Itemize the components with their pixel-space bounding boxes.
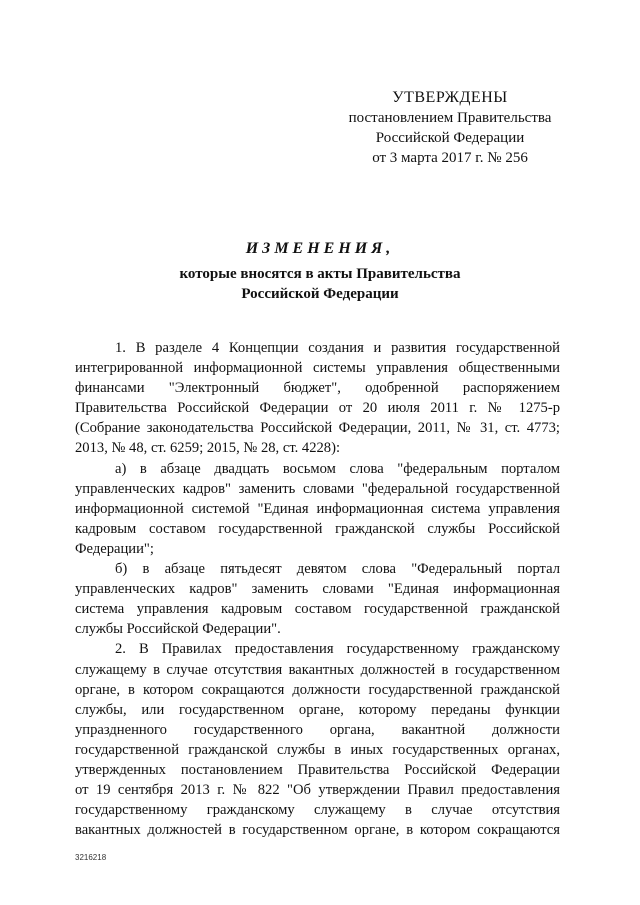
- approval-line-3: от 3 марта 2017 г. № 256: [372, 150, 528, 166]
- body-line: 2. В Правилах предоставления государственному гражданскому: [115, 641, 560, 658]
- body-line: управленческих кадров" заменить словами "федеральной государственной: [75, 480, 560, 497]
- body-line: 1. В разделе 4 Концепции создания и развития государственной: [115, 340, 560, 356]
- body-line: 2013, № 48, ст. 6259; 2015, № 28, ст. 4228):: [75, 440, 340, 457]
- body-line: б) в абзаце пятьдесят девятом слова "Федеральный портал: [115, 561, 560, 578]
- body-line: утвержденных постановлением Правительства Российской Федерации: [75, 761, 560, 778]
- body-line: Правительства Российской Федерации от 20 июля 2011 г. № 1275-р: [75, 400, 560, 417]
- document-body: [75, 338, 560, 840]
- body-line: государственной гражданской службы в иных государственных органах,: [75, 741, 560, 758]
- body-line: Федерации";: [75, 540, 154, 557]
- body-line: а) в абзаце двадцать восьмом слова "федеральным порталом: [115, 460, 560, 477]
- body-line: финансами "Электронный бюджет", одобренной распоряжением: [75, 380, 560, 397]
- approval-line-1: постановлением Правительства: [348, 110, 552, 126]
- document-subtitle-line-1: которые вносятся в акты Правительства: [179, 266, 461, 282]
- body-line: службы, или государственном органе, которому переданы функции: [75, 701, 560, 718]
- body-line: упраздненного государственного органа, вакантной должности: [75, 721, 560, 738]
- document-title-block: [80, 238, 560, 304]
- approval-stamp: [330, 88, 570, 168]
- body-line: информационной системой "Единая информационная система управления: [75, 500, 560, 517]
- body-line: службы Российской Федерации".: [75, 621, 281, 638]
- body-line: система управления кадровым составом государственной гражданской: [75, 601, 560, 618]
- body-line: (Собрание законодательства Российской Федерации, 2011, № 31, ст. 4773;: [75, 420, 560, 437]
- body-line: служащему в случае отсутствия вакантных должностей в государственном: [75, 661, 560, 678]
- body-line: органе, в котором сокращаются должности государственной гражданской: [75, 681, 560, 698]
- body-line: кадровым составом государственной гражданской службы Российской: [75, 520, 560, 537]
- body-line: вакантных должностей в государственном органе, в котором сокращаются: [75, 822, 560, 839]
- body-line: от 19 сентября 2013 г. № 822 "Об утверждении Правил предоставления: [75, 782, 560, 799]
- body-line: государственному гражданскому служащему в случае отсутствия: [75, 802, 560, 819]
- approval-heading: УТВЕРЖДЕНЫ: [392, 89, 508, 106]
- document-subtitle-line-2: Российской Федерации: [241, 286, 399, 302]
- body-line: управленческих кадров" заменить словами "Единая информационная: [75, 581, 560, 598]
- document-title: ИЗМЕНЕНИЯ,: [245, 240, 395, 257]
- document-code: 3216218: [75, 853, 107, 862]
- approval-line-2: Российской Федерации: [375, 130, 525, 146]
- body-line: интегрированной информационной системы управления общественными: [75, 360, 560, 377]
